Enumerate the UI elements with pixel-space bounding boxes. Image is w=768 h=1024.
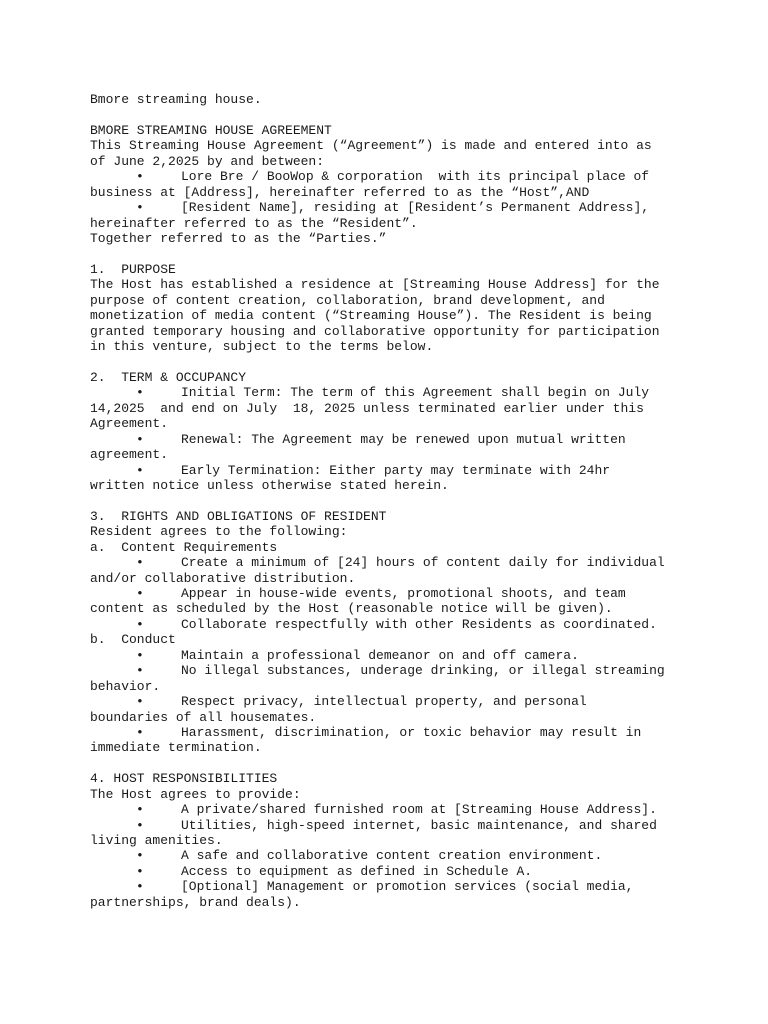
party-host-line: business at [Address], hereinafter referred to as the “Host”,AND [90, 184, 590, 200]
rights-bullet-line: • Respect privacy, intellectual property, and personal [90, 694, 730, 709]
rights-line: boundaries of all housemates. [90, 709, 317, 725]
purpose-line: granted temporary housing and collaborative opportunity for participation [90, 323, 660, 339]
purpose-line: The Host has established a residence at [Streaming House Address] for the [90, 277, 660, 293]
term-bullet-line: • Early Termination: Either party may terminate with 24hr [90, 463, 730, 478]
bullet-icon [90, 432, 181, 447]
party-resident-line: • [Resident Name], residing at [Resident’s Permanent Address], [90, 200, 730, 215]
bullet-icon [90, 555, 181, 570]
bullet-icon [90, 818, 181, 833]
subsection-heading-conduct: b. Conduct [90, 632, 176, 648]
rights-bullet-line: • Create a minimum of [24] hours of content daily for individual [90, 555, 730, 570]
rights-line: behavior. [90, 678, 161, 694]
bullet-icon [90, 463, 181, 478]
bullet-icon [90, 725, 181, 740]
bullet-icon [90, 802, 181, 817]
bullet-icon [90, 617, 181, 632]
bullet-icon [90, 385, 181, 400]
rights-line: and/or collaborative distribution. [90, 570, 356, 586]
term-line: agreement. [90, 447, 169, 463]
bullet-icon [90, 694, 181, 709]
rights-bullet-line: • Appear in house-wide events, promotional shoots, and team [90, 586, 730, 601]
rights-bullet-line: • Maintain a professional demeanor on and off camera. [90, 648, 730, 663]
blank-line [90, 493, 730, 508]
rights-bullet-line: • Harassment, discrimination, or toxic behavior may result in [90, 725, 730, 740]
parties-line: Together referred to as the “Parties.” [90, 230, 387, 246]
bullet-icon [90, 169, 181, 184]
section-heading-term: 2. TERM & OCCUPANCY [90, 369, 247, 385]
document-top-title: Bmore streaming house. [90, 92, 262, 107]
bullet-icon [90, 848, 181, 863]
rights-bullet-line: • No illegal substances, underage drinking, or illegal streaming [90, 663, 730, 678]
term-line: Agreement. [90, 416, 169, 432]
host-bullet-line: • A safe and collaborative content creation environment. [90, 848, 730, 863]
bullet-icon [90, 200, 181, 215]
subsection-heading-content: a. Content Requirements [90, 539, 278, 555]
host-bullet-line: • [Optional] Management or promotion services (social media, [90, 879, 730, 894]
blank-line [90, 246, 730, 261]
rights-line: immediate termination. [90, 740, 262, 756]
intro-line: of June 2,2025 by and between: [90, 153, 325, 169]
rights-bullet-line: • Collaborate respectfully with other Residents as coordinated. [90, 617, 730, 632]
rights-line: Resident agrees to the following: [90, 524, 348, 540]
party-host-line: • Lore Bre / BooWop & corporation with its principal place of [90, 169, 730, 184]
document-page [90, 92, 730, 910]
term-bullet-line: • Initial Term: The term of this Agreement shall begin on July [90, 385, 730, 400]
section-heading-rights: 3. RIGHTS AND OBLIGATIONS OF RESIDENT [90, 508, 387, 524]
purpose-line: monetization of media content (“Streaming House”). The Resident is being [90, 308, 652, 324]
term-line: 14,2025 and end on July 18, 2025 unless terminated earlier under this [90, 400, 644, 416]
blank-line [90, 107, 730, 122]
term-bullet-line: • Renewal: The Agreement may be renewed upon mutual written [90, 432, 730, 447]
party-resident-line: hereinafter referred to as the “Resident”. [90, 215, 418, 231]
bullet-icon [90, 864, 181, 879]
section-heading-purpose: 1. PURPOSE [90, 261, 176, 277]
bullet-icon [90, 586, 181, 601]
purpose-line: in this venture, subject to the terms below. [90, 339, 434, 354]
purpose-line: purpose of content creation, collaboration, brand development, and [90, 292, 605, 308]
host-bullet-line: • Utilities, high-speed internet, basic maintenance, and shared [90, 818, 730, 833]
blank-line [90, 756, 730, 771]
section-heading-host: 4. HOST RESPONSIBILITIES [90, 771, 278, 787]
bullet-icon [90, 663, 181, 678]
term-line: written notice unless otherwise stated herein. [90, 477, 449, 493]
host-line: The Host agrees to provide: [90, 786, 301, 802]
host-bullet-line: • A private/shared furnished room at [Streaming House Address]. [90, 802, 730, 817]
blank-line [90, 354, 730, 369]
host-bullet-line: • Access to equipment as defined in Schedule A. [90, 864, 730, 879]
host-line: living amenities. [90, 833, 223, 848]
agreement-title: BMORE STREAMING HOUSE AGREEMENT [90, 122, 332, 138]
intro-line: This Streaming House Agreement (“Agreement”) is made and entered into as [90, 138, 652, 154]
rights-line: content as scheduled by the Host (reasonable notice will be given). [90, 601, 613, 617]
bullet-icon [90, 648, 181, 663]
bullet-icon [90, 879, 181, 894]
host-line: partnerships, brand deals). [90, 894, 301, 910]
